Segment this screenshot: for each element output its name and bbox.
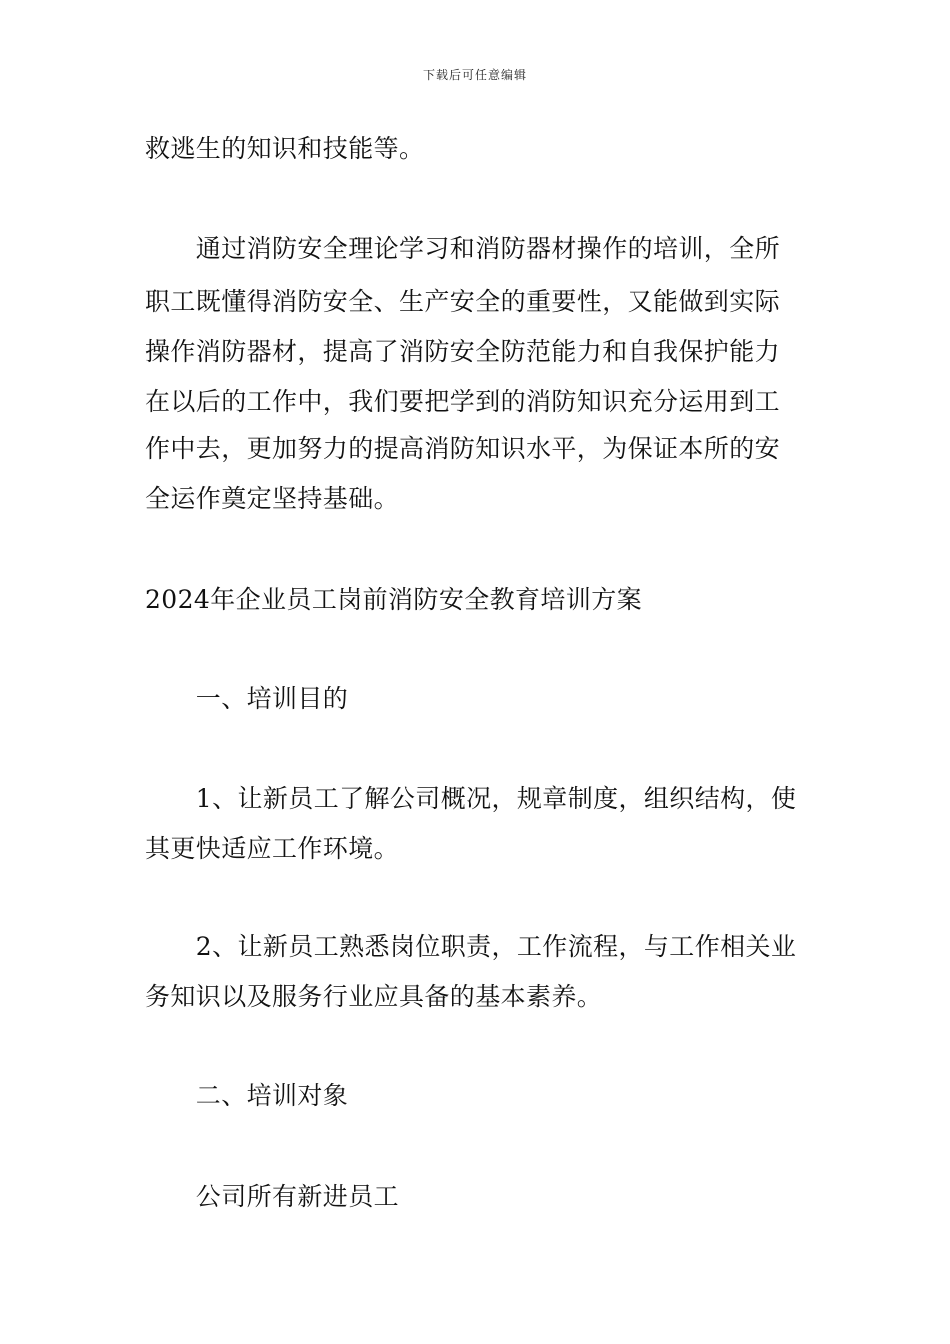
paragraph-line: 通过消防安全理论学习和消防器材操作的培训，全所 bbox=[145, 234, 781, 263]
paragraph-line: 在以后的工作中，我们要把学到的消防知识充分运用到工 bbox=[145, 387, 781, 416]
section-heading: 二、培训对象 bbox=[145, 1081, 349, 1110]
document-title: 2024年企业员工岗前消防安全教育培训方案 bbox=[145, 585, 643, 614]
section-heading: 一、培训目的 bbox=[145, 684, 349, 713]
paragraph-line: 作中去，更加努力的提高消防知识水平，为保证本所的安 bbox=[145, 434, 781, 463]
paragraph-line: 全运作奠定坚持基础。 bbox=[145, 484, 400, 513]
paragraph-line: 职工既懂得消防安全、生产安全的重要性，又能做到实际 bbox=[145, 287, 781, 316]
paragraph-line: 公司所有新进员工 bbox=[145, 1182, 400, 1211]
list-item-line: 务知识以及服务行业应具备的基本素养。 bbox=[145, 982, 603, 1011]
paragraph-line: 救逃生的知识和技能等。 bbox=[145, 134, 425, 163]
page-header: 下载后可任意编辑 bbox=[422, 68, 527, 82]
list-item-line: 1、让新员工了解公司概况，规章制度，组织结构，使 bbox=[145, 784, 797, 813]
list-item-line: 2、让新员工熟悉岗位职责，工作流程，与工作相关业 bbox=[145, 932, 797, 961]
paragraph-line: 操作消防器材，提高了消防安全防范能力和自我保护能力 bbox=[145, 337, 781, 366]
list-item-line: 其更快适应工作环境。 bbox=[145, 834, 400, 863]
